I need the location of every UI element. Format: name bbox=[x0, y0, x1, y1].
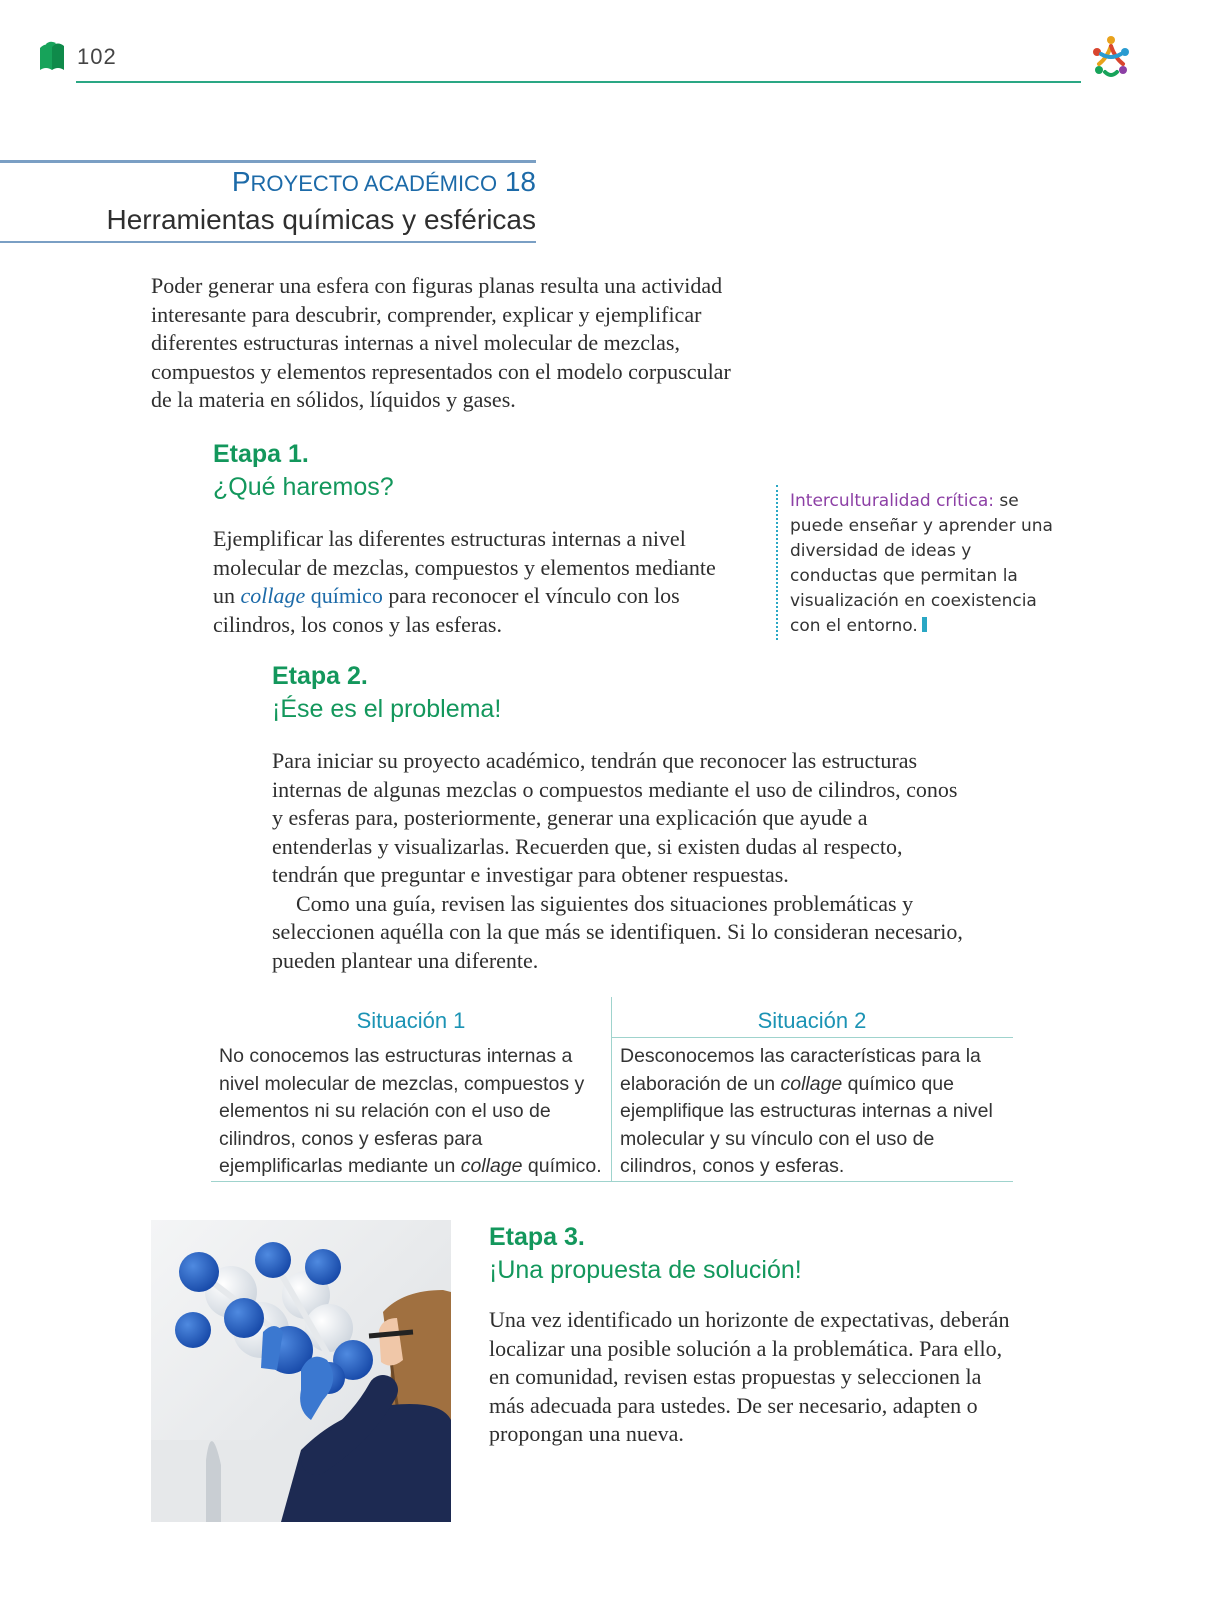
book-logo-icon bbox=[36, 40, 68, 74]
etapa-1-subtitle: ¿Qué haremos? bbox=[213, 473, 394, 501]
project-subtitle: Herramientas químicas y esféricas bbox=[106, 204, 536, 235]
etapa-2-body bbox=[272, 747, 972, 975]
etapa-3-subtitle: ¡Una propuesta de solución! bbox=[489, 1256, 802, 1284]
etapa-2-paragraph-2: Como una guía, revisen las siguientes dos situaciones problemáticas y seleccionen aquélla con la que más se identifiquen. Si lo consideran necesario, pueden plantear una diferente. bbox=[272, 890, 963, 973]
collage-quimico-link[interactable]: collage químico bbox=[240, 583, 383, 608]
etapa-1-title: Etapa 1. bbox=[213, 440, 309, 468]
etapa-2-subtitle: ¡Ése es el problema! bbox=[272, 695, 502, 723]
end-mark bbox=[922, 617, 927, 632]
etapa-2-title: Etapa 2. bbox=[272, 662, 368, 690]
table-bottom-rule bbox=[211, 1181, 1013, 1182]
community-logo-icon bbox=[1085, 32, 1137, 84]
title-top-rule bbox=[0, 160, 536, 163]
etapa-2-paragraph-1: Para iniciar su proyecto académico, tendrán que reconocer las estructuras internas de algunas mezclas o compuestos mediante el uso de cilindros, conos y esferas para, posteriormente, generar una explicación que ayude a entenderlas y visualizarlas. Recuerden que, si existen dudas al respecto, tendrán que preguntar e investigar para obtener respuestas. bbox=[272, 748, 958, 887]
etapa-1-paragraph: Ejemplificar las diferentes estructuras internas a nivel molecular de mezclas, compuestos y elementos mediante un collage químico para reconocer el vínculo con los cilindros, los conos y las esferas. bbox=[213, 526, 716, 637]
glossary-term: Interculturalidad crítica: bbox=[790, 491, 995, 511]
sidebar-dotted-rule bbox=[776, 485, 778, 640]
molecular-model-photo bbox=[151, 1220, 451, 1522]
title-bottom-rule bbox=[0, 241, 536, 243]
page-number: 102 bbox=[77, 44, 117, 69]
intro-paragraph: Poder generar una esfera con figuras planas resulta una actividad interesante para descubrir, comprender, explicar y ejemplificar diferentes estructuras internas a nivel molecular de mezclas, compuestos y elementos representados con el modelo corpuscular de la materia en sólidos, líquidos y gases. bbox=[151, 273, 731, 412]
situacion-2-header: Situación 2 bbox=[757, 1008, 867, 1033]
situacion-2-text: Desconocemos las características para la elaboración de un collage químico que ejemplifique las estructuras internas a nivel molecular y su vínculo con el uso de cilindros, conos y esferas. bbox=[620, 1045, 993, 1177]
situacion-1-text: No conocemos las estructuras internas a nivel molecular de mezclas, compuestos y elementos ni su relación con el uso de cilindros, conos y esferas para ejemplificarlas mediante un collage químico. bbox=[219, 1045, 602, 1177]
situacion-1-header: Situación 1 bbox=[356, 1008, 466, 1033]
etapa-3-title: Etapa 3. bbox=[489, 1223, 585, 1251]
glossary-note: Interculturalidad crítica: se puede enseñar y aprender una diversidad de ideas y conductas que permitan la visualización en coexistencia con el entorno. bbox=[790, 491, 1053, 636]
header-rule bbox=[76, 81, 1081, 83]
project-title: PROYECTO ACADÉMICO 18 bbox=[231, 166, 536, 197]
table-header-rule bbox=[611, 1037, 1013, 1038]
etapa-3-paragraph: Una vez identificado un horizonte de expectativas, deberán localizar una posible solución a la problemática. Para ello, en comunidad, revisen estas propuestas y seleccionen la más adecuada para ustedes. De ser necesario, adapten o propongan una nueva. bbox=[489, 1307, 1010, 1446]
